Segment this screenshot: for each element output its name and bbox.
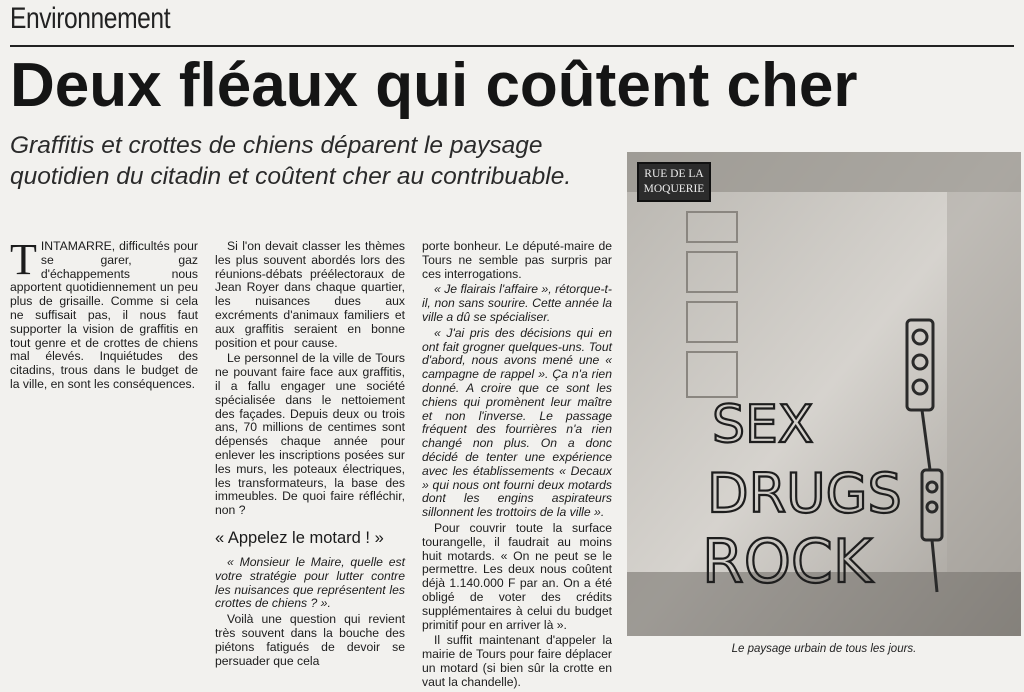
paragraph: Il suffit maintenant d'appeler la mairie de Tours pour faire déplacer un motard (si bien sûr la crotte en vaut la chandelle). (422, 633, 612, 689)
intro-paragraph (10, 235, 198, 392)
article-column-1 (10, 235, 198, 394)
graffiti-word: DRUGS (707, 462, 902, 525)
article-column-2 (215, 240, 405, 670)
paragraph: « Je flairais l'affaire », rétorque-t-il, non sans sourire. Cette année la ville a dû se spécialiser. (422, 282, 612, 324)
street-sign-line: MOQUERIE (643, 183, 705, 195)
paragraph: Voilà une question qui revient très souvent dans la bouche des piétons fatigués de devoir se persuader que cela (215, 612, 405, 668)
photo-caption: Le paysage urbain de tous les jours. (731, 643, 917, 655)
paragraph: Pour couvrir toute la surface tourangelle, il faudrait au moins huit motards. « On ne peut se le permettre. Les deux nous coûtent déjà 1.140.000 F par an. On a été obligé de voter des crédits supplémentaires à celui du budget primitif pour en arriver là ». (422, 520, 612, 632)
paragraph: « J'ai pris des décisions qui en ont fait grogner quelques-uns. Tout d'abord, nous avons mené une « campagne de rappel ». Ça n'a rien donné. A croire que ce sont les chiens qui promènent leur maître et non l'inverse. Le passage fréquent des fourrières n'a rien changé non plus. On a donc décidé de tenter une expérience avec les établissements « Decaux » qui nous ont fourni deux motards dont les engins aspirateurs sillonnent les trottoirs de la ville ». (422, 325, 612, 520)
headline: Deux fléaux qui coûtent cher (10, 51, 858, 120)
paragraph: Le personnel de la ville de Tours ne pouvant faire face aux graffitis, il a fallu engager une société spécialisée dans le nettoiement des façades. Depuis deux ou trois ans, 70 millions de centimes sont dépensés chaque année pour enlever les inscriptions posées sur les murs, les poteaux électriques, les transformateurs, la base des immeubles. De quoi faire réfléchir, non ? (215, 351, 405, 518)
article-column-3 (422, 240, 612, 692)
wall-illustration (627, 152, 1021, 636)
graffiti-word: SEX (712, 395, 814, 455)
street-sign (637, 162, 711, 202)
paragraph: porte bonheur. Le député-maire de Tours ne semble pas surpris par ces interrogations. (422, 239, 612, 281)
street-sign-line: RUE DE LA (644, 168, 704, 180)
rubric-rule (10, 45, 1014, 47)
deck-subtitle: Graffitis et crottes de chiens déparent le paysage quotidien du citadin et coûtent cher au contribuable. (10, 132, 572, 190)
photo-graffiti-wall (627, 152, 1021, 636)
paragraph: « Monsieur le Maire, quelle est votre stratégie pour lutter contre les nuisances que représentent les crottes de chiens ? ». (215, 554, 405, 611)
paragraph: Si l'on devait classer les thèmes les plus souvent abordés lors des réunions-débats préélectoraux de Jean Royer dans chaque quartier, les nuisances dues aux excréments d'animaux familiers et aux graffitis seraient en bonne position et pour cause. (215, 239, 405, 350)
section-rubric: Environnement (10, 2, 171, 35)
dropcap: T (10, 235, 37, 284)
subheading: « Appelez le motard ! » (215, 528, 384, 547)
intro-text: INTAMARRE, difficultés pour se garer, gaz d'échappements nous apportent quotidiennement un peu plus de grisaille. Comme si cela ne suffisait pas, il nous faut supporter la vision de graffitis en tout genre et de crottes de chiens mal élevés. Inquiétudes des citadins, trous dans le budget de la ville, en sont les conséquences. (10, 239, 198, 391)
graffiti-word: ROCK (702, 527, 873, 597)
